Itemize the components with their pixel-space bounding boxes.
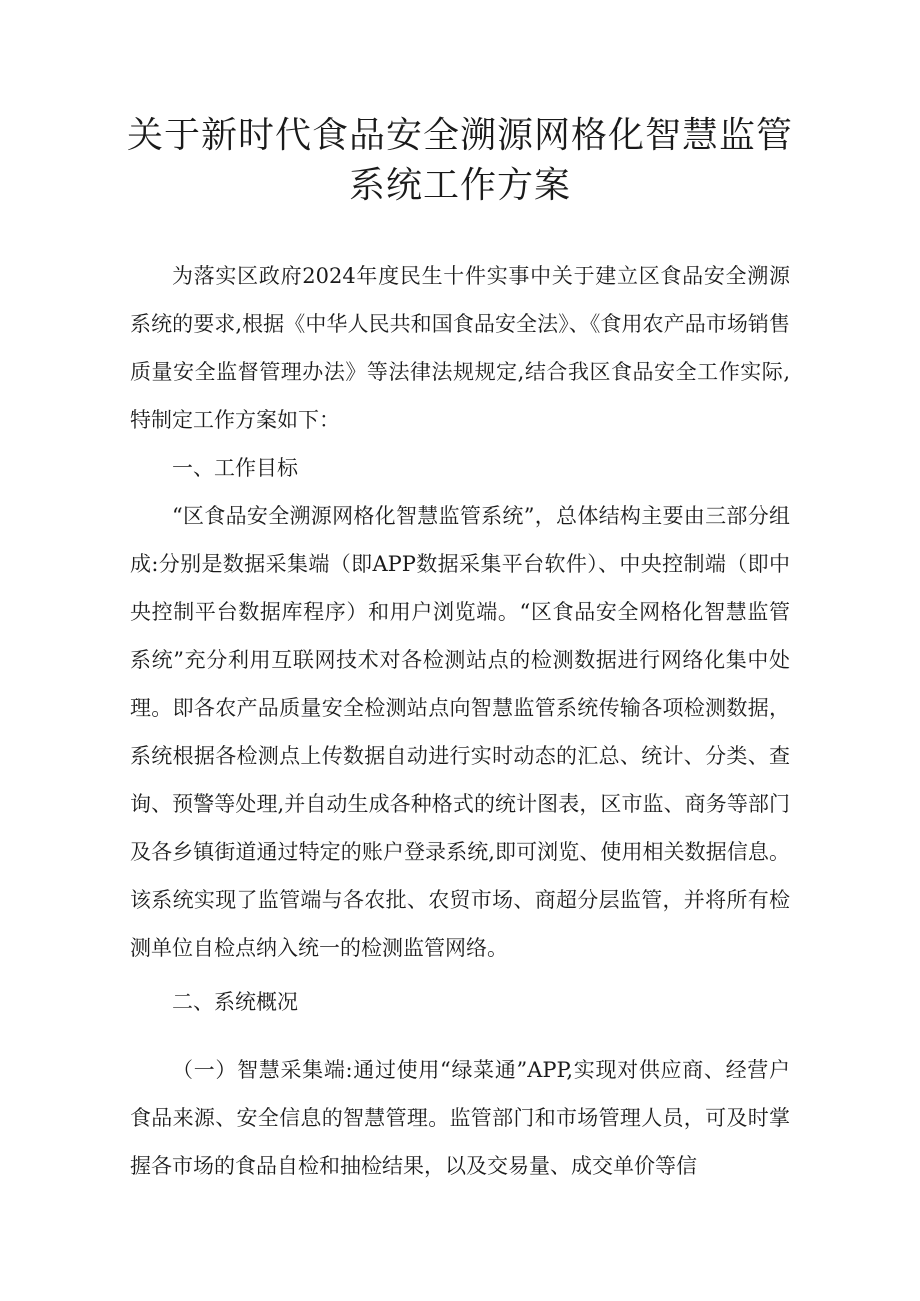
work-goals-paragraph: “区食品安全溯源网格化智慧监管系统”，总体结构主要由三部分组成:分别是数据采集端（即APP数据采集平台软件）、中央控制端（即中央控制平台数据库程序）和用户浏览端。“区食品安全网格化智慧监管系统”充分利用互联网技术对各检测站点的检测数据进行网络化集中处理。即各农产品质量安全检测站点向智慧监管系统传输各项检测数据，系统根据各检测点上传数据自动进行实时动态的汇总、统计、分类、查询、预警等处理,并自动生成各种格式的统计图表，区市监、商务等部门及各乡镇街道通过特定的账户登录系统,即可浏览、使用相关数据信息。该系统实现了监管端与各农批、农贸市场、商超分层监管，并将所有检测单位自检点纳入统一的检测监管网络。 [130,504,790,960]
document-title-line-2: 系统工作方案 [348,165,571,206]
section-heading-work-goals: 一、工作目标 [172,456,298,480]
section-heading-system-overview: 二、系统概况 [172,990,298,1014]
system-overview-item-1: （一）智慧采集端:通过使用“绿菜通”APP,实现对供应商、经营户食品来源、安全信息的智慧管理。监管部门和市场管理人员，可及时掌握各市场的食品自检和抽检结果，以及交易量、成交单价等信 [130,1058,790,1178]
document-title-line-1: 关于新时代食品安全溯源网格化智慧监管 [126,115,793,156]
intro-paragraph: 为落实区政府2024年度民生十件实事中关于建立区食品安全溯源系统的要求,根据《中华人民共和国食品安全法》、《食用农产品市场销售质量安全监督管理办法》等法律法规规定,结合我区食品安全工作实际,特制定工作方案如下： [130,264,790,432]
